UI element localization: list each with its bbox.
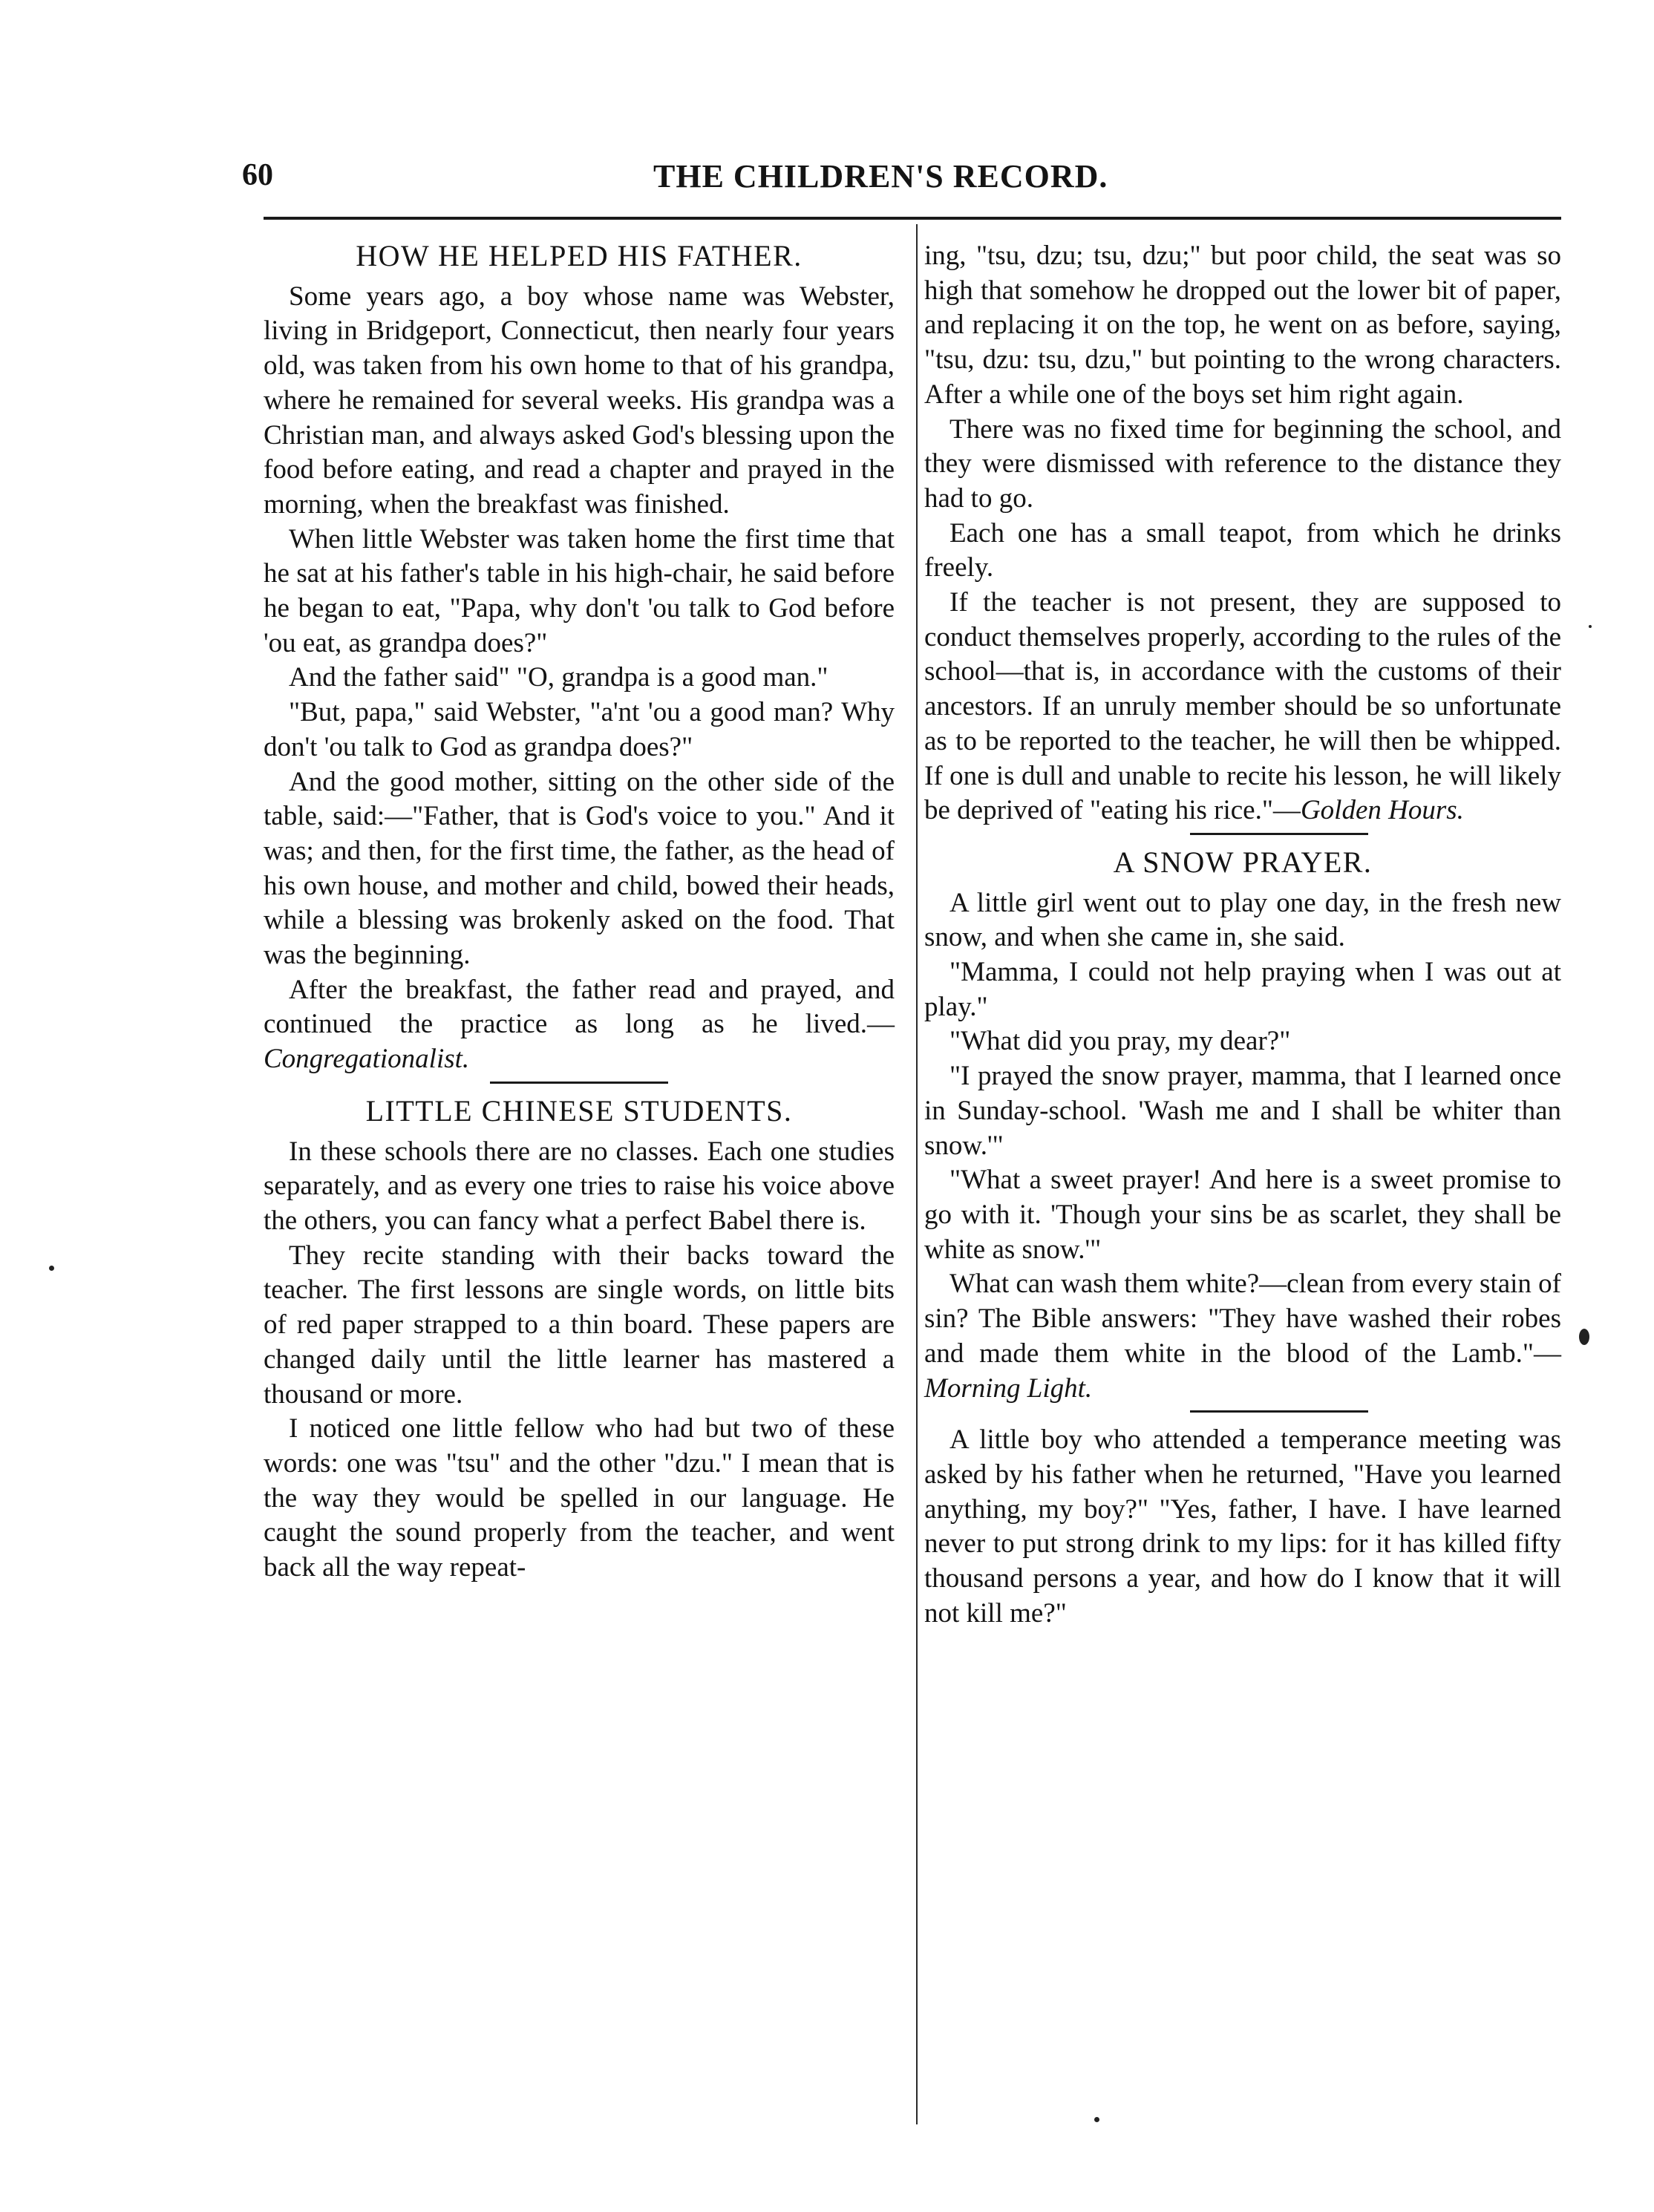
masthead-title: THE CHILDREN'S RECORD. — [653, 158, 1108, 194]
page-speck — [1589, 625, 1592, 628]
paragraph: "What did you pray, my dear?" — [949, 1026, 1291, 1057]
paragraph: "I prayed the snow prayer, mamma, that I learned once in Sunday-school. 'Wash me and I shall be whiter than snow.'" — [924, 1061, 1561, 1161]
paragraph: And the father said" "O, grandpa is a good man." — [289, 662, 828, 693]
paragraph-with-source — [924, 1267, 1561, 1406]
article-title-snow-prayer: A SNOW PRAYER. — [1113, 845, 1373, 879]
paragraph: "What a sweet prayer! And here is a sweet promise to go with it. 'Though your sins be as scarlet, they shall be white as snow.'" — [924, 1165, 1561, 1265]
paragraph: Some years ago, a boy whose name was Webster, living in Bridgeport, Connecticut, then nearly four years old, was taken from his own home to that of his grandpa, where he remained for several weeks. His grandpa was a Christian man, and always asked God's blessing upon the food before eating, and read a chapter and prayed in the morning, when the breakfast was finished. — [264, 281, 895, 520]
header-rule — [264, 217, 1561, 220]
paragraph-text: If the teacher is not present, they are supposed to conduct themselves properly, according to the rules of the school—that is, in accordance with the customs of their ancestors. If an unruly member should be so unfortunate as to be reported to the teacher, he will then be whipped. If one is dull and unable to recite his lesson, he will likely be deprived of "eating his rice."— — [924, 587, 1561, 826]
paragraph: There was no fixed time for beginning the school, and they were dismissed with reference to the distance they had to go. — [924, 413, 1561, 514]
article-source: Morning Light. — [924, 1372, 1093, 1404]
article-title-how-he-helped: HOW HE HELPED HIS FATHER. — [356, 239, 803, 272]
right-column — [924, 239, 1561, 1631]
section-rule — [1190, 833, 1368, 835]
paragraph: ing, "tsu, dzu; tsu, dzu;" but poor child, the seat was so high that somehow he dropped out the lower bit of paper, and replacing it on the top, he went on as before, saying, "tsu, dzu: tsu, dzu," but pointing to the wrong characters. After a while one of the boys set him right again. — [924, 240, 1561, 410]
page-number: 60 — [242, 158, 273, 192]
page-speck — [49, 1266, 54, 1271]
paragraph-text: What can wash them white?—clean from every stain of sin? The Bible answers: "They have washed their robes and made them white in the blood of the Lamb."— — [924, 1269, 1561, 1369]
paragraph: "But, papa," said Webster, "a'nt 'ou a good man? Why don't 'ou talk to God as grandpa does?" — [264, 697, 895, 762]
section-rule — [490, 1082, 668, 1084]
paragraph: And the good mother, sitting on the other side of the table, said:—"Father, that is God's voice to you." And it was; and then, for the first time, the father, as the head of his own house, and mother and child, bowed their heads, while a blessing was brokenly asked on the food. That was the beginning. — [264, 766, 895, 971]
paragraph: Each one has a small teapot, from which he drinks freely. — [924, 517, 1561, 583]
section-rule — [1190, 1410, 1368, 1413]
article-source: Golden Hours. — [1300, 795, 1464, 826]
paragraph: In these schools there are no classes. Each one studies separately, and as every one tries to raise his voice above the others, you can fancy what a perfect Babel there is. — [264, 1136, 895, 1236]
column-divider — [916, 224, 918, 2124]
paragraph: They recite standing with their backs toward the teacher. The first lessons are single words, on little bits of red paper strapped to a thin board. These papers are changed daily until the little learner has mastered a thousand or more. — [264, 1240, 895, 1410]
paragraph: A little girl went out to play one day, in the fresh new snow, and when she came in, she said. — [924, 887, 1561, 953]
left-column — [264, 239, 895, 1586]
paragraph: When little Webster was taken home the first time that he sat at his father's table in his high-chair, he said before he began to eat, "Papa, why don't 'ou talk to God before 'ou eat, as grandpa does?" — [264, 523, 895, 658]
paragraph-text: After the breakfast, the father read and prayed, and continued the practice as long as he lived.— — [264, 974, 895, 1040]
paragraph: "Mamma, I could not help praying when I was out at play." — [924, 957, 1561, 1022]
article-title-little-chinese: LITTLE CHINESE STUDENTS. — [365, 1093, 793, 1128]
paragraph-with-source — [924, 586, 1561, 828]
page-speck — [1094, 2117, 1099, 2122]
article-source: Congregationalist. — [264, 1044, 470, 1075]
paragraph-with-source — [264, 973, 895, 1077]
paragraph: A little boy who attended a temperance meeting was asked by his father when he returned, "Have you learned anything, my boy?" "Yes, father, I have. I have learned never to put strong drink to my lips: for it has killed fifty thousand persons a year, and how do I know that it will not kill me?" — [924, 1424, 1561, 1629]
paragraph: I noticed one little fellow who had but two of these words: one was "tsu" and the other "dzu." I mean that is the way they would be spelled in our language. He caught the sound properly from the teacher, and went back all the way repeat- — [264, 1413, 895, 1583]
page-speck — [1579, 1329, 1589, 1345]
